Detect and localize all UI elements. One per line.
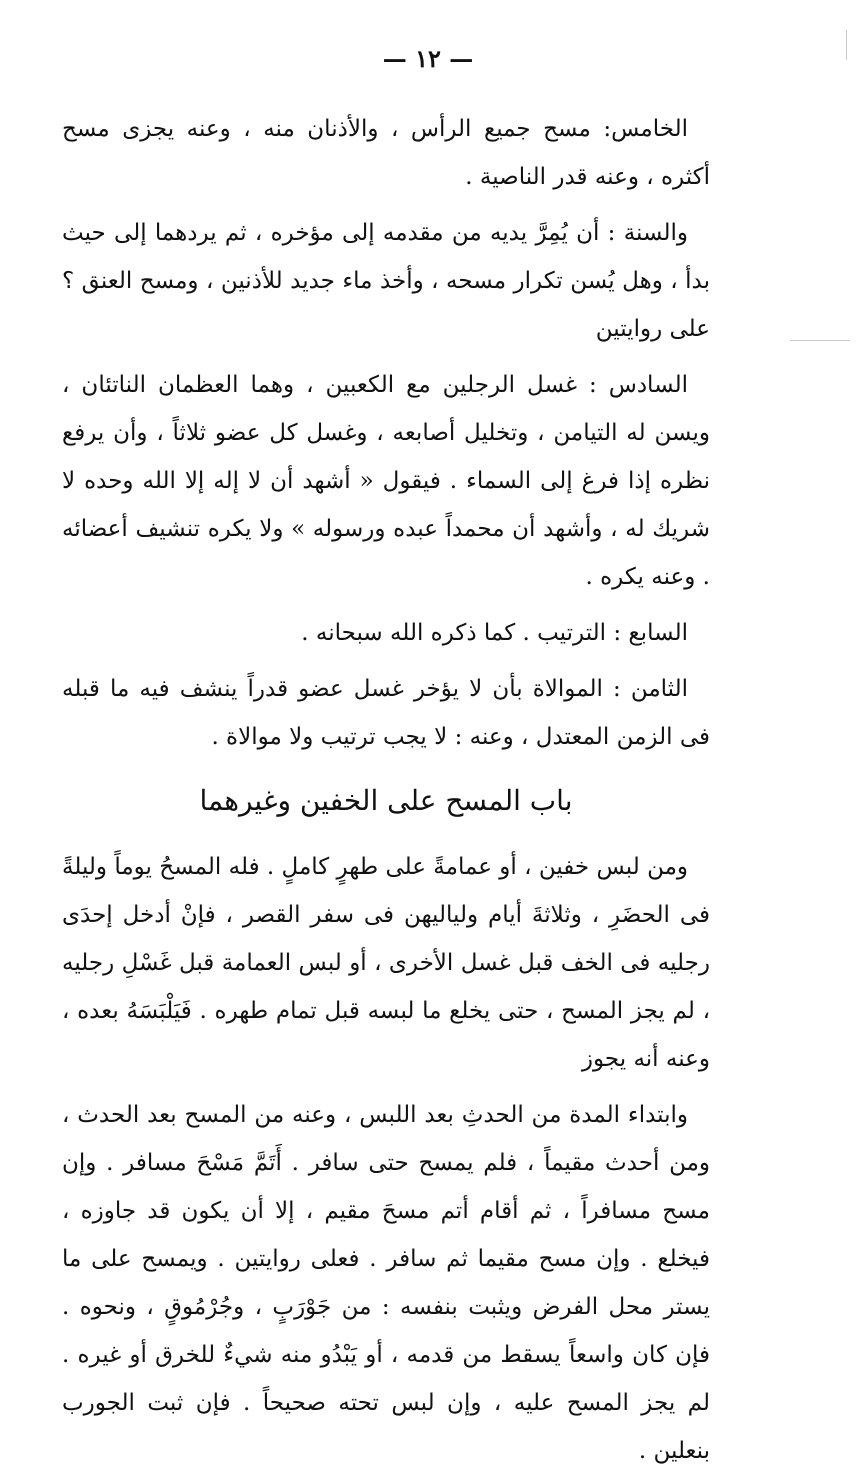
paragraph-eighth: الثامن : الموالاة بأن لا يؤخر غسل عضو قدراً ينشف فيه ما قبله فى الزمن المعتدل ، وعنه : لا يجب ترتيب ولا موالاة .: [62, 676, 710, 750]
scan-edge-mark: [846, 30, 847, 60]
scan-edge-mark: [790, 340, 850, 341]
section-heading: باب المسح على الخفين وغيرهما: [199, 784, 573, 817]
paragraph-sunnah: والسنة : أن يُمِرَّ يديه من مقدمه إلى مؤخره ، ثم يردهما إلى حيث بدأ ، وهل يُسن تكرار مسحه ، وأخذ ماء جديد للأذنين ، ومسح العنق ؟ على روايتين: [62, 220, 710, 342]
paragraph-sixth: السادس : غسل الرجلين مع الكعبين ، وهما العظمان الناتئان ، ويسن له التيامن ، وتخليل أصابعه ، وغسل كل عضو ثلاثاً ، وأن يرفع نظره إذا فرغ إلى السماء . فيقول « أشهد أن لا إله إلا الله وحده لا شريك له ، وأشهد أن محمداً عبده ورسوله » ولا يكره تنشيف أعضائه . وعنه يكره .: [62, 372, 710, 590]
paragraph-seventh: السابع : الترتيب . كما ذكره الله سبحانه .: [301, 620, 688, 646]
page-number: — ١٢ —: [382, 44, 474, 73]
paragraph-fifth: الخامس: مسح جميع الرأس ، والأذنان منه ، وعنه يجزى مسح أكثره ، وعنه قدر الناصية .: [62, 116, 710, 190]
paragraph-khuff: ومن لبس خفين ، أو عمامةً على طهرٍ كاملٍ . فله المسحُ يوماً وليلةً فى الحضَرِ ، وثلاثةَ أيام ولياليهن فى سفر القصر ، فإنْ أدخل إحدَى رجليه فى الخف قبل غسل الأخرى ، أو لبس العمامة قبل غَسْلِ رجليه ، لم يجز المسح ، حتى يخلع ما لبسه قبل تمام طهره . فَيَلْبَسَهُ بعده ، وعنه أنه يجوز: [62, 854, 710, 1072]
page-body: [62, 105, 710, 1483]
paragraph-duration: وابتداء المدة من الحدثِ بعد اللبس ، وعنه من المسح بعد الحدث ، ومن أحدث مقيماً ، فلم يمسح حتى سافر . أَتَمَّ مَسْحَ مسافر . وإن مسح مسافراً ، ثم أقام أتم مسحَ مقيم ، إلا أن يكون قد جاوزه ، فيخلع . وإن مسح مقيما ثم سافر . فعلى روايتين . ويمسح على ما يستر محل الفرض ويثبت بنفسه : من جَوْرَبٍ ، وجُرْمُوقٍ ، ونحوه . فإن كان واسعاً يسقط من قدمه ، أو يَبْدُو منه شيءٌ للخرق أو غيره . لم يجز المسح عليه ، وإن لبس تحته صحيحاً . فإن ثبت الجورب بنعلين .: [62, 1102, 710, 1464]
